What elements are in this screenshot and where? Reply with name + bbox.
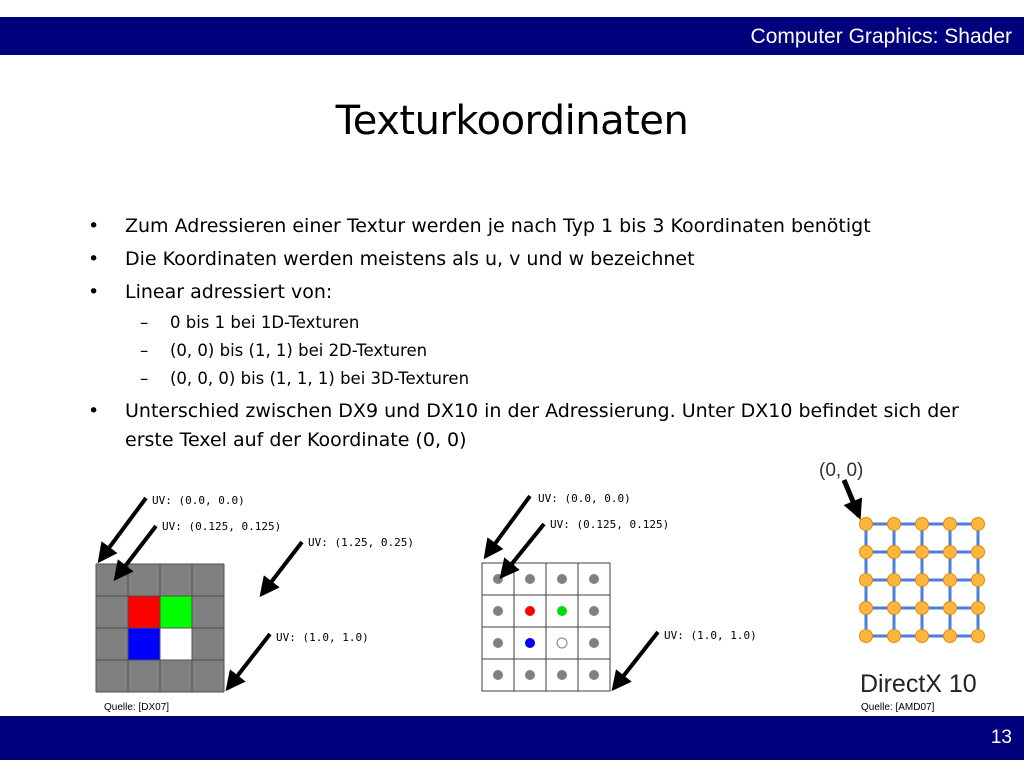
sub-bullet-text: (0, 0) bis (1, 1) bei 2D-Texturen xyxy=(170,341,428,360)
figure1-source: Quelle: [DX07] xyxy=(104,702,170,713)
sub-bullet-mark: – xyxy=(140,341,149,360)
bullet-item xyxy=(82,244,962,274)
bullet-text: Zum Adressieren einer Textur werden je nach Typ 1 bis 3 Koordinaten benötigt xyxy=(125,215,871,237)
bullet-text: Unterschied zwischen DX9 und DX10 in der Adressierung. Unter DX10 befindet sich der erste Texel auf der Koordinate (0, 0) xyxy=(125,400,959,451)
arrow-origin xyxy=(844,480,859,516)
bullet-item xyxy=(82,397,962,455)
origin-label: (0, 0) xyxy=(819,460,864,481)
bullet-mark: • xyxy=(88,281,100,303)
sub-bullet-mark: – xyxy=(140,313,149,332)
bullet-list xyxy=(82,211,962,458)
page-number: 13 xyxy=(990,727,1012,748)
figure-dx9-svg xyxy=(90,484,450,696)
header-title: Computer Graphics: Shader xyxy=(750,25,1012,48)
uv-label: UV: (0.125, 0.125) xyxy=(550,518,670,531)
arrow-corner xyxy=(614,632,658,688)
bullet-mark: • xyxy=(88,215,100,237)
texel-white xyxy=(160,628,192,660)
figure-directx10 xyxy=(810,454,1010,702)
sub-bullet-text: (0, 0, 0) bis (1, 1, 1) bei 3D-Texturen xyxy=(170,369,470,388)
figure-dx9-texture xyxy=(90,484,450,696)
uv-label: UV: (1.0, 1.0) xyxy=(276,631,369,644)
uv-label: UV: (0.0, 0.0) xyxy=(152,494,245,507)
bullet-text: Linear adressiert von: xyxy=(125,281,333,303)
texel-blue xyxy=(128,628,160,660)
arrow-outside xyxy=(262,542,302,594)
slide-title: Texturkoordinaten xyxy=(335,98,689,144)
texel-green xyxy=(160,596,192,628)
uv-label: UV: (0.0, 0.0) xyxy=(538,492,631,505)
sub-bullet-item xyxy=(125,309,962,337)
footer-bar xyxy=(0,716,1024,760)
texel-red xyxy=(128,596,160,628)
bullet-item xyxy=(82,211,962,241)
figure3-source: Quelle: [AMD07] xyxy=(861,702,935,713)
sub-bullet-text: 0 bis 1 bei 1D-Texturen xyxy=(170,313,360,332)
bullet-text: Die Koordinaten werden meistens als u, v und w bezeichnet xyxy=(125,248,695,270)
sub-bullet-list xyxy=(125,309,962,393)
sub-bullet-mark: – xyxy=(140,369,149,388)
bullet-mark: • xyxy=(88,400,100,422)
figure-dx10-svg xyxy=(474,484,794,696)
directx10-caption: DirectX 10 xyxy=(860,670,977,698)
uv-label: UV: (1.0, 1.0) xyxy=(664,629,757,642)
sub-bullet-item xyxy=(125,337,962,365)
figure-directx10-svg xyxy=(810,454,1010,702)
arrow-corner xyxy=(228,634,270,688)
uv-label: UV: (1.25, 0.25) xyxy=(308,536,414,549)
bullet-mark: • xyxy=(88,248,100,270)
sub-bullet-item xyxy=(125,365,962,393)
uv-label: UV: (0.125, 0.125) xyxy=(162,520,282,533)
header-bar xyxy=(0,17,1024,55)
figure-dx10-samples xyxy=(474,484,794,696)
bullet-item xyxy=(82,277,962,393)
